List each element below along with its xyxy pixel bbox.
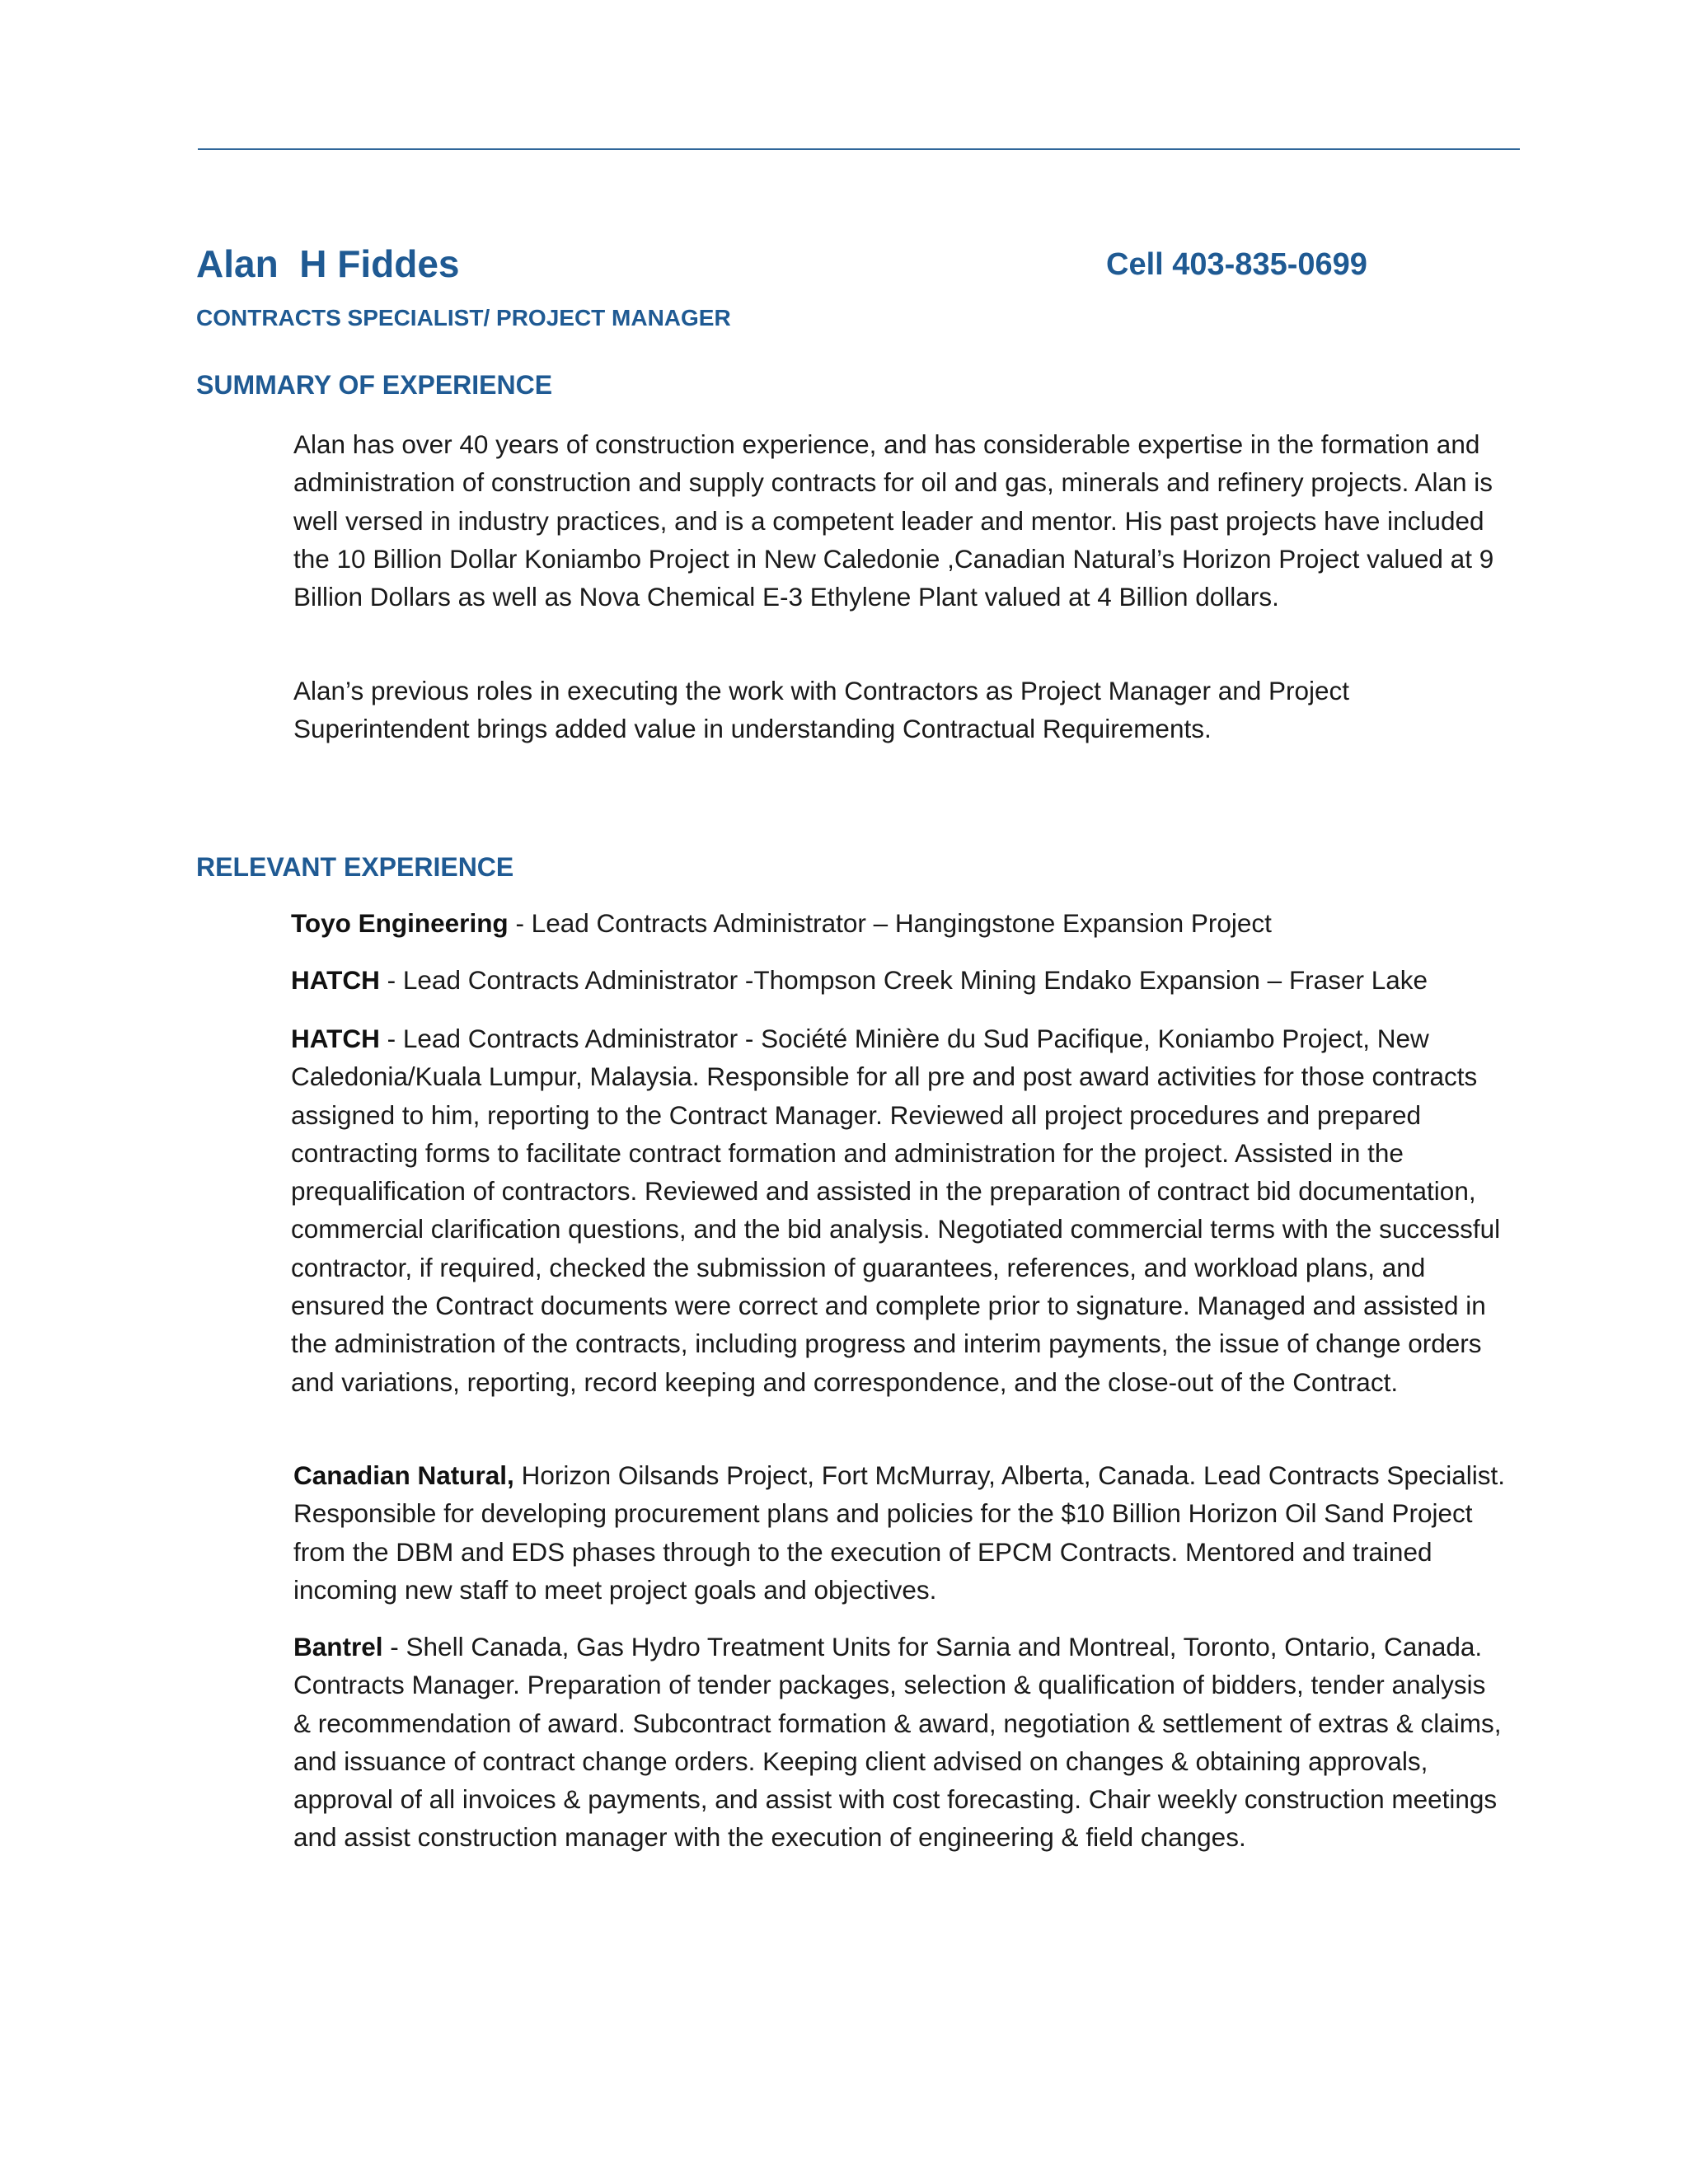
cell-phone: Cell 403-835-0699	[1106, 247, 1367, 282]
experience-description: - Shell Canada, Gas Hydro Treatment Units for Sarnia and Montreal, Toronto, Ontario, Canada. Contracts Manager. Preparation of tender packages, selection & qualification of bidders, tender analysis & recommendation of award. Subcontract formation & award, negotiation & settlement of extras & claims, and issuance of contract change orders. Keeping client advised on changes & obtaining approvals, approval of all invoices & payments, and assist with cost forecasting. Chair weekly construction meetings and assist construction manager with the execution of engineering & field changes.	[293, 1632, 1502, 1853]
candidate-name: Alan H Fiddes	[196, 242, 460, 285]
experience-company: Bantrel	[293, 1632, 383, 1661]
experience-description: - Lead Contracts Administrator – Hangingstone Expansion Project	[508, 908, 1272, 938]
experience-entry	[291, 1019, 1503, 1401]
experience-entry	[293, 1628, 1505, 1857]
experience-entry	[291, 904, 1503, 942]
experience-entry	[291, 961, 1503, 999]
experience-description: - Lead Contracts Administrator - Société Minière du Sud Pacifique, Koniambo Project, New Caledonia/Kuala Lumpur, Malaysia. Responsible for all pre and post award activities for those contracts assigned to him, reporting to the Contract Manager. Reviewed all project procedures and prepared contracting forms to facilitate contract formation and administration for the project. Assisted in the prequalification of contractors. Reviewed and assisted in the preparation of contract bid documentation, commercial clarification questions, and the bid analysis. Negotiated commercial terms with the successful contractor, if required, checked the submission of guarantees, references, and workload plans, and ensured the Contract documents were correct and complete prior to signature. Managed and assisted in the administration of the contracts, including progress and interim payments, the issue of change orders and variations, reporting, record keeping and correspondence, and the close-out of the Contract.	[291, 1024, 1501, 1397]
experience-company: HATCH	[291, 1024, 380, 1053]
experience-company: HATCH	[291, 965, 380, 995]
experience-company: Toyo Engineering	[291, 908, 509, 938]
experience-description: Horizon Oilsands Project, Fort McMurray, Alberta, Canada. Lead Contracts Specialist. Responsible for developing procurement plans and policies for the $10 Billion Horizon Oil Sand Project from the DBM and EDS phases through to the execution of EPCM Contracts. Mentored and trained incoming new staff to meet project goals and objectives.	[293, 1460, 1505, 1605]
relevant-experience-heading: RELEVANT EXPERIENCE	[196, 852, 514, 882]
experience-description: - Lead Contracts Administrator -Thompson Creek Mining Endako Expansion – Fraser Lake	[379, 965, 1428, 995]
job-title: CONTRACTS SPECIALIST/ PROJECT MANAGER	[196, 305, 731, 330]
experience-company: Canadian Natural,	[293, 1460, 514, 1490]
header-rule	[198, 148, 1520, 150]
summary-heading: SUMMARY OF EXPERIENCE	[196, 370, 553, 400]
experience-entry	[293, 1456, 1505, 1609]
summary-paragraph: Alan has over 40 years of construction experience, and has considerable expertise in the formation and administration of construction and supply contracts for oil and gas, minerals and refinery projects. Alan is well versed in industry practices, and is a competent leader and mentor. His past projects have included the 10 Billion Dollar Koniambo Project in New Caledonie ,Canadian Natural’s Horizon Project valued at 9 Billion Dollars as well as Nova Chemical E-3 Ethylene Plant valued at 4 Billion dollars.	[293, 429, 1494, 612]
summary-paragraph: Alan’s previous roles in executing the work with Contractors as Project Manager and Project Superintendent brings added value in understanding Contractual Requirements.	[293, 676, 1350, 744]
